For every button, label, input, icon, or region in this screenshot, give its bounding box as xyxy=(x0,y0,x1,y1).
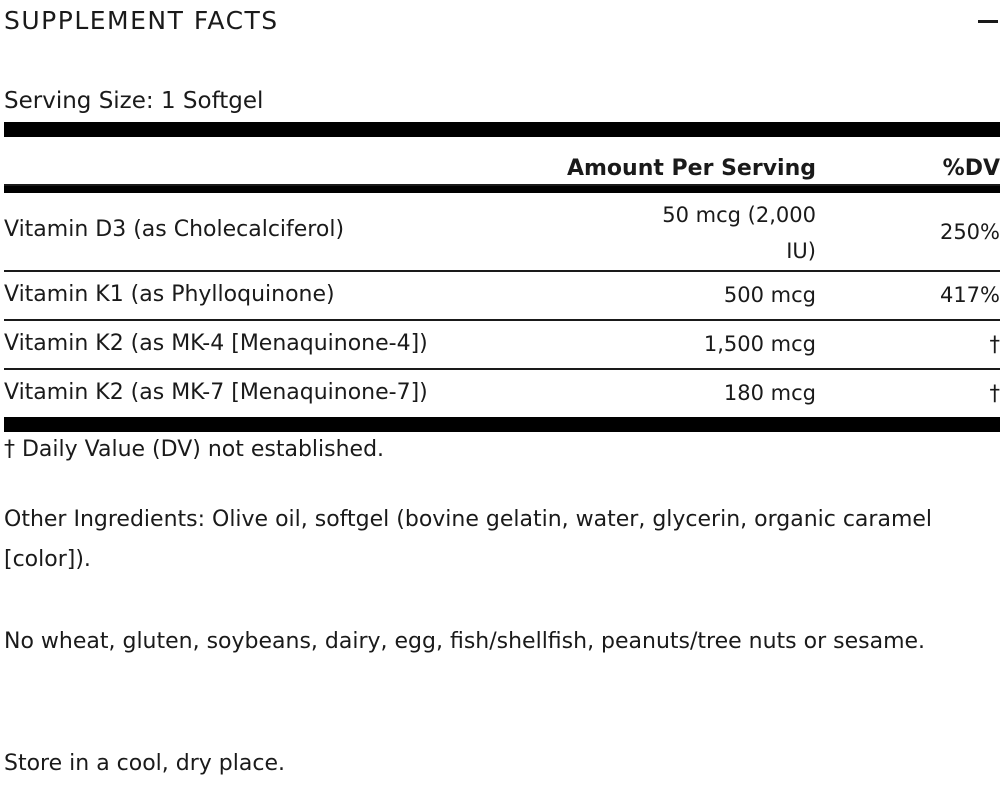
table-row xyxy=(4,370,1000,417)
nutrient-dv: 417% xyxy=(939,283,1000,307)
nutrient-name: Vitamin K2 (as MK-7 [Menaquinone-7]) xyxy=(4,380,428,405)
table-bottom-divider xyxy=(4,417,1000,432)
nutrient-dv: 250% xyxy=(939,220,1000,244)
nutrient-amount: 1,500 mcg xyxy=(703,332,816,356)
table-row xyxy=(4,321,1000,370)
table-header-row xyxy=(4,137,1000,186)
storage-instructions: Store in a cool, dry place. xyxy=(4,751,285,776)
table-row xyxy=(4,193,1000,272)
serving-size: Serving Size: 1 Softgel xyxy=(4,88,264,114)
section-title: SUPPLEMENT FACTS xyxy=(4,6,279,35)
other-ingredients: Other Ingredients: Olive oil, softgel (bovine gelatin, water, glycerin, organic caramel [color]). xyxy=(4,507,933,572)
allergen-statement: No wheat, gluten, soybeans, dairy, egg, fish/shellfish, peanuts/tree nuts or sesame. xyxy=(4,629,926,654)
supplement-facts-table xyxy=(4,122,1000,432)
nutrient-amount: 500 mcg xyxy=(723,283,816,307)
table-top-divider xyxy=(4,122,1000,137)
nutrient-name: Vitamin D3 (as Cholecalciferol) xyxy=(4,217,345,242)
nutrient-dv: † xyxy=(989,332,1000,356)
dv-footnote: † Daily Value (DV) not established. xyxy=(4,437,385,462)
nutrient-name: Vitamin K2 (as MK-4 [Menaquinone-4]) xyxy=(4,331,428,356)
nutrient-name: Vitamin K1 (as Phylloquinone) xyxy=(4,282,335,307)
table-row xyxy=(4,272,1000,321)
nutrient-dv: † xyxy=(989,381,1000,405)
nutrient-amount: 180 mcg xyxy=(723,381,816,405)
supplement-facts-header[interactable] xyxy=(4,0,1000,42)
column-header-amount: Amount Per Serving xyxy=(566,156,816,181)
nutrient-amount: 50 mcg (2,000 IU) xyxy=(662,203,816,263)
column-header-dv: %DV xyxy=(942,156,1000,181)
minus-icon[interactable] xyxy=(978,20,998,23)
